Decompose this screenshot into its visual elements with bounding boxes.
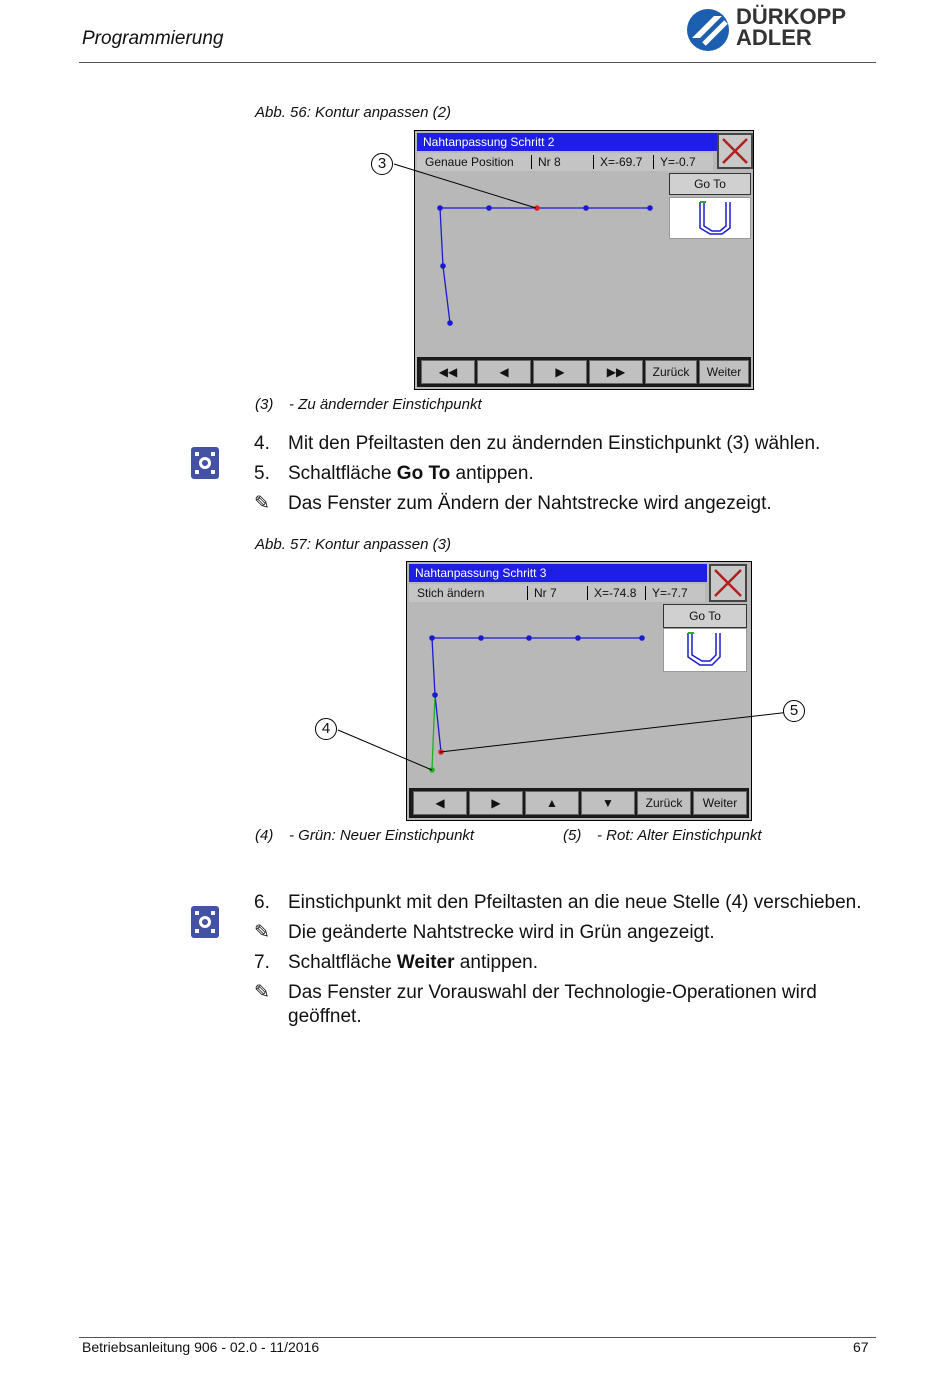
- step-number: 5.: [254, 463, 270, 484]
- seam-point: [583, 205, 589, 211]
- seam-point: [639, 635, 645, 641]
- callout-lines-57: [320, 700, 820, 790]
- settings-icon: [191, 447, 219, 479]
- logo: [686, 6, 876, 56]
- legend-num: (5): [563, 827, 582, 844]
- seam-point: [647, 205, 653, 211]
- zurueck-label: Zurück: [652, 365, 690, 379]
- weiter-button[interactable]: [693, 791, 747, 815]
- step-text: Die geänderte Nahtstrecke wird in Grün angezeigt.: [288, 922, 715, 943]
- forward-button[interactable]: ▶: [533, 360, 587, 384]
- legend-56: [255, 396, 482, 413]
- step-number: ✎: [254, 493, 270, 514]
- step-number: ✎: [254, 982, 270, 1003]
- back-button[interactable]: ◀: [477, 360, 531, 384]
- zurueck-label: Zurück: [645, 796, 683, 810]
- step-text: Das Fenster zum Ändern der Nahtstrecke wird angezeigt.: [288, 493, 772, 514]
- step-number: 6.: [254, 892, 270, 913]
- goto-label: Go To: [689, 609, 721, 623]
- callout-3: 3: [371, 153, 393, 175]
- seam-point: [478, 635, 484, 641]
- fast-back-button[interactable]: ◀◀: [421, 360, 475, 384]
- x-readout: X=-74.8: [587, 586, 636, 600]
- footer-rule: [79, 1337, 876, 1338]
- figure-caption-57: Abb. 57: Kontur anpassen (3): [255, 536, 451, 553]
- logo-line2: ADLER: [736, 25, 812, 50]
- page-number: 67: [853, 1339, 869, 1355]
- step-text: Schaltfläche Go To antippen.: [288, 463, 534, 484]
- settings-icon: [191, 906, 219, 938]
- step-text: Mit den Pfeiltasten den zu ändernden Einstichpunkt (3) wählen.: [288, 433, 821, 454]
- point-number: Nr 7: [527, 586, 557, 600]
- seam-point: [575, 635, 581, 641]
- footer-doc-info: Betriebsanleitung 906 - 02.0 - 11/2016: [82, 1339, 320, 1355]
- legend-text: - Rot: Alter Einstichpunkt: [597, 827, 762, 844]
- down-arrow-button[interactable]: ▼: [581, 791, 635, 815]
- legend-num: (3): [255, 396, 274, 413]
- step-text: Das Fenster zur Vorauswahl der Technologie-Operationen wird geöffnet.: [288, 982, 817, 1027]
- step-number: 4.: [254, 433, 270, 454]
- right-arrow-button[interactable]: ▶: [469, 791, 523, 815]
- step-number: ✎: [254, 922, 270, 943]
- weiter-label: Weiter: [702, 796, 738, 810]
- seam-point: [429, 635, 435, 641]
- steps-list-b: [254, 891, 894, 1041]
- zurueck-button[interactable]: [637, 791, 691, 815]
- window-title-text: Nahtanpassung Schritt 3: [415, 566, 547, 580]
- x-readout: X=-69.7: [593, 155, 642, 169]
- callout-5: 5: [783, 700, 805, 722]
- figure-caption-56: Abb. 56: Kontur anpassen (2): [255, 104, 451, 121]
- legend-57-4: [255, 827, 474, 844]
- zurueck-button[interactable]: [645, 360, 697, 384]
- legend-57-5: [563, 827, 762, 844]
- legend-text: - Zu ändernder Einstichpunkt: [289, 396, 482, 413]
- nav-bar: [417, 357, 751, 387]
- page-header-title: Programmierung: [82, 28, 224, 49]
- logo-line1: DÜRKOPP: [736, 4, 847, 29]
- steps-list-a: [254, 432, 894, 522]
- legend-text: - Grün: Neuer Einstichpunkt: [289, 827, 475, 844]
- y-readout: Y=-7.7: [645, 586, 688, 600]
- step-number: 7.: [254, 952, 270, 973]
- weiter-button[interactable]: [699, 360, 749, 384]
- seam-point: [440, 263, 446, 269]
- left-arrow-button[interactable]: ◀: [413, 791, 467, 815]
- fast-forward-button[interactable]: ▶▶: [589, 360, 643, 384]
- mode-label: Genaue Position: [425, 155, 514, 169]
- callout-line-3: [380, 150, 540, 220]
- weiter-label: Weiter: [706, 365, 742, 379]
- header-rule: [79, 62, 876, 63]
- goto-label: Go To: [694, 177, 726, 191]
- point-number: Nr 8: [531, 155, 561, 169]
- window-title-text: Nahtanpassung Schritt 2: [423, 135, 555, 149]
- nav-bar: [409, 788, 749, 818]
- seam-point: [526, 635, 532, 641]
- legend-num: (4): [255, 827, 274, 844]
- seam-point: [432, 692, 438, 698]
- step-text: Schaltfläche Weiter antippen.: [288, 952, 538, 973]
- mode-label: Stich ändern: [417, 586, 485, 600]
- up-arrow-button[interactable]: ▲: [525, 791, 579, 815]
- y-readout: Y=-0.7: [653, 155, 696, 169]
- callout-4: 4: [315, 718, 337, 740]
- step-text: Einstichpunkt mit den Pfeiltasten an die neue Stelle (4) verschieben.: [288, 892, 862, 913]
- seam-point: [447, 320, 453, 326]
